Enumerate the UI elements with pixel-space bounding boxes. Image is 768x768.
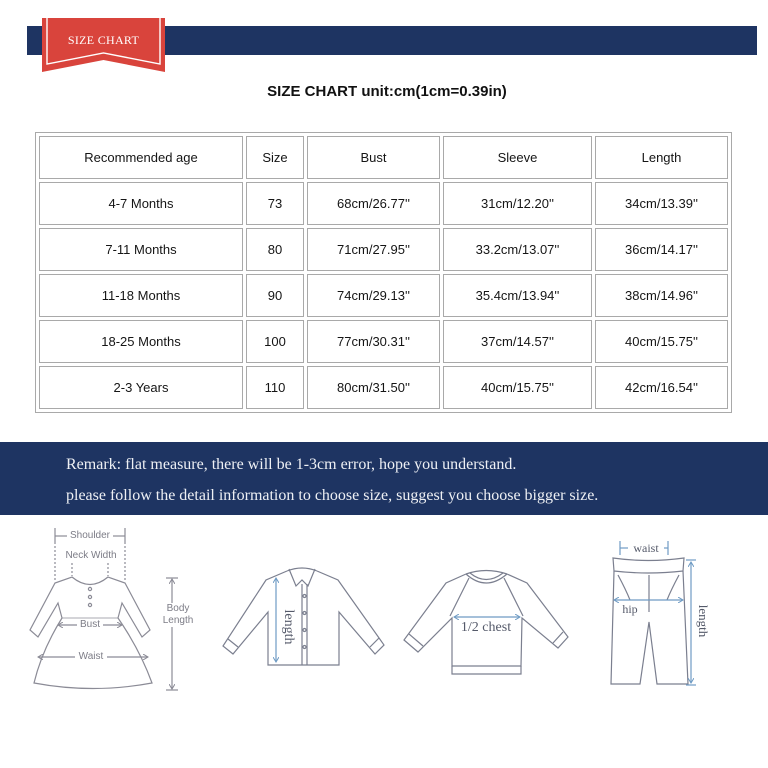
table-row [39, 182, 728, 225]
size-table [35, 132, 732, 413]
shoulder-label: Shoulder [69, 530, 111, 541]
waistband [613, 558, 684, 573]
table-row [39, 228, 728, 271]
remark-note: please follow the detail information to choose size, suggest you choose bigger size. [66, 487, 599, 504]
cell-bust: 74cm/29.13'' [307, 274, 440, 317]
cell-age: 7-11 Months [39, 228, 243, 271]
neck-width-measure [72, 563, 108, 576]
table-row [39, 320, 728, 363]
cell-sleeve: 31cm/12.20'' [443, 182, 592, 225]
table-header-row [39, 136, 728, 179]
pants-outline [611, 571, 688, 684]
header-sleeve: Sleeve [443, 136, 592, 179]
chest-label: 1/2 chest [460, 620, 512, 635]
cell-size: 80 [246, 228, 304, 271]
cell-size: 90 [246, 274, 304, 317]
header-age: Recommended age [39, 136, 243, 179]
remark-band [0, 442, 768, 515]
cell-sleeve: 40cm/15.75'' [443, 366, 592, 409]
cell-sleeve: 35.4cm/13.94'' [443, 274, 592, 317]
cell-bust: 80cm/31.50'' [307, 366, 440, 409]
header-size: Size [246, 136, 304, 179]
cell-size: 110 [246, 366, 304, 409]
waist-label: Waist [78, 651, 104, 662]
cell-length: 36cm/14.17'' [595, 228, 728, 271]
cell-size: 100 [246, 320, 304, 363]
cell-bust: 71cm/27.95'' [307, 228, 440, 271]
dress-outline [30, 577, 152, 689]
cell-sleeve: 33.2cm/13.07'' [443, 228, 592, 271]
table-row [39, 274, 728, 317]
cell-length: 34cm/13.39'' [595, 182, 728, 225]
shirt-diagram [223, 568, 384, 665]
cell-length: 40cm/15.75'' [595, 320, 728, 363]
header-bust: Bust [307, 136, 440, 179]
cell-sleeve: 37cm/14.57'' [443, 320, 592, 363]
cell-age: 4-7 Months [39, 182, 243, 225]
header-length: Length [595, 136, 728, 179]
cell-age: 11-18 Months [39, 274, 243, 317]
cell-size: 73 [246, 182, 304, 225]
body-length-label: Body Length [159, 603, 197, 627]
cell-age: 18-25 Months [39, 320, 243, 363]
cell-bust: 68cm/26.77'' [307, 182, 440, 225]
remark-text: Remark: flat measure, there will be 1-3cm error, hope you understand. [66, 456, 517, 473]
shirt-length-label: length [281, 609, 296, 645]
cell-age: 2-3 Years [39, 366, 243, 409]
body-length-measure [166, 578, 178, 690]
neck-width-label: Neck Width [65, 550, 117, 561]
ribbon-label: SIZE CHART [67, 33, 140, 47]
size-chart-ribbon [42, 18, 165, 74]
cell-length: 42cm/16.54'' [595, 366, 728, 409]
shirt-outline [223, 571, 384, 665]
page-title: SIZE CHART unit:cm(1cm=0.39in) [267, 83, 507, 100]
pants-length-label: length [696, 604, 711, 638]
hip-label: hip [622, 602, 638, 616]
bust-label: Bust [79, 619, 100, 630]
table-row [39, 366, 728, 409]
cell-bust: 77cm/30.31'' [307, 320, 440, 363]
pants-waist-label: waist [633, 541, 659, 555]
cell-length: 38cm/14.96'' [595, 274, 728, 317]
